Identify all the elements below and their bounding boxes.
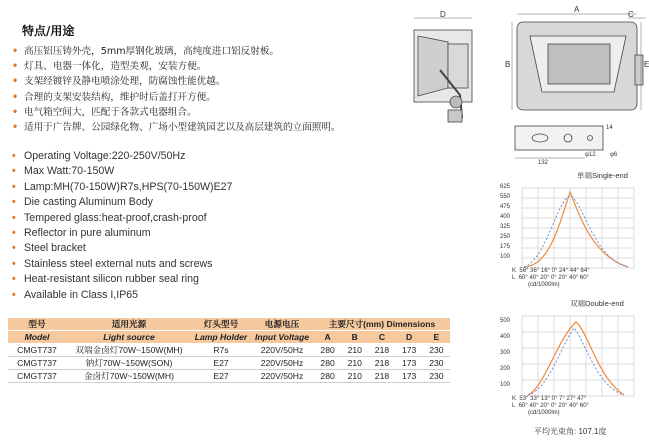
cell-dim: 210 [341,344,368,357]
feature-en-item: • Stainless steel external nuts and screws [12,257,232,272]
cell-holder: E27 [192,370,250,383]
front-view-drawing [517,22,643,110]
photometric-chart-single [498,180,648,290]
bullet-icon: • [12,150,16,162]
header-dim-b: B [341,331,368,344]
features-cn-list [12,44,341,135]
double-end-label: 双端Double-end [570,299,624,308]
table-row [8,344,450,357]
bullet-icon: • [12,273,16,286]
cell-dim: 230 [423,344,450,357]
feature-en-item: • Operating Voltage:220-250V/50Hz [12,149,232,164]
bullet-icon: • [12,211,16,224]
single-curve-k [524,192,628,267]
single-k-axis: K 56° 36° 16° 0° 24° 44° 64° [512,268,590,274]
header-dim-e: E [423,331,450,344]
feature-en-item: • Steel bracket [12,241,232,256]
dim-label-132: 132 [538,160,549,166]
header-dim-a: A [314,331,341,344]
header-source-en: Light source [66,331,192,344]
bullet-icon: • [12,257,16,270]
dim-label-phi6: φ6 [610,152,618,158]
cell-voltage: 220V/50Hz [250,344,314,357]
bullet-icon: • [12,76,19,88]
spec-table [8,318,450,383]
cell-source: 钠灯70W~150W(SON) [66,357,192,370]
header-dim-d: D [396,331,423,344]
feature-en-item: • Tempered glass:heat-proof,crash-proof [12,211,232,226]
feature-cn-item: • 适用于广告牌、公园绿化物、广场小型建筑园艺以及高层建筑的立面照明。 [12,120,341,135]
cell-dim: 280 [314,370,341,383]
bullet-icon: • [12,61,19,73]
table-header-row-cn [8,318,450,331]
dim-label-c: C [628,10,634,19]
header-holder-cn: 灯头型号 [192,318,250,331]
single-y-ticks: 625 550 475 400 325 250 175 100 [500,184,511,260]
feature-cn-item: • 支架经镀锌及静电喷涂处理，防腐蚀性能优越。 [12,74,341,89]
cell-model: CMGT737 [8,370,66,383]
double-l-axis: L 60° 40° 20° 0° 20° 40° 60° [512,403,589,409]
cell-voltage: 220V/50Hz [250,357,314,370]
double-unit: (cd/1000lm) [528,410,560,416]
cell-dim: 210 [341,370,368,383]
photometric-chart-double [498,308,648,418]
cell-dim: 218 [368,370,395,383]
header-model-cn: 型号 [8,318,66,331]
cell-dim: 173 [396,357,423,370]
bullet-icon: • [12,46,19,57]
header-dim-c: C [368,331,395,344]
feature-cn-item: • 高压铝压铸外壳，5mm厚钢化玻璃，高纯度进口铝反射板。 [12,44,341,59]
bullet-icon: • [12,106,19,118]
table-header-row-en [8,331,450,344]
header-dimensions: 主要尺寸(mm) Dimensions [314,318,450,331]
dim-label-14: 14 [606,125,613,131]
cell-holder: R7s [192,344,250,357]
feature-en-item: • Heat-resistant silicon rubber seal ring [12,272,232,287]
dim-label-b: B [505,60,511,69]
dim-label-e: E [644,60,649,69]
dim-label-phi12: φ12 [585,152,596,158]
cell-source: 金卤灯70W~150W(MH) [66,370,192,383]
cell-model: CMGT737 [8,344,66,357]
double-y-ticks: 500 400 300 200 100 [500,318,511,388]
cell-holder: E27 [192,357,250,370]
feature-en-item: • Die casting Aluminum Body [12,195,232,210]
header-voltage-en: Input Voltage [250,331,314,344]
feature-cn-item: • 灯具、电器一体化，造型美观，安装方便。 [12,59,341,74]
feature-en-item: • Reflector in pure aluminum [12,226,232,241]
feature-cn-item: • 合理的支架安装结构，维护时后盖打开方便。 [12,90,341,105]
section-title: 特点/用途 [22,24,75,38]
cell-model: CMGT737 [8,357,66,370]
bullet-icon: • [12,196,16,209]
feature-en-item: • Available in Class I,IP65 [12,288,232,303]
bullet-icon: • [12,242,16,255]
feature-cn-item: • 电气箱空间大，匹配于各款式电器组合。 [12,105,341,120]
bullet-icon: • [12,288,16,301]
cell-dim: 218 [368,357,395,370]
bullet-icon: • [12,165,16,178]
cell-dim: 230 [423,370,450,383]
dim-label-a: A [574,5,580,14]
cell-dim: 210 [341,357,368,370]
cell-dim: 230 [423,357,450,370]
double-curve-k [528,322,624,395]
side-view-drawing [414,30,472,122]
dim-label-d: D [440,10,446,19]
header-holder-en: Lamp Holder [192,331,250,344]
cell-dim: 173 [396,344,423,357]
double-k-axis: K 53° 33° 13° 0° 7° 27° 47° [512,396,587,402]
bullet-icon: • [12,91,19,103]
feature-en-item: • Max Watt:70-150W [12,164,232,179]
header-model-en: Model [8,331,66,344]
bullet-icon: • [12,180,16,193]
cell-dim: 280 [314,357,341,370]
beam-angle: 平均光束角: 107.1度 [534,427,607,436]
single-unit: (cd/1000lm) [528,282,560,288]
bullet-icon: • [12,227,16,240]
single-l-axis: L 60° 40° 20° 0° 20° 40° 60° [512,275,589,281]
cell-dim: 218 [368,344,395,357]
double-curve-l [528,328,624,395]
header-voltage-cn: 电源电压 [250,318,314,331]
table-row [8,357,450,370]
table-row [8,370,450,383]
cell-source: 双端金卤灯70W~150W(MH) [66,344,192,357]
features-en-list [12,149,232,303]
feature-en-item: • Lamp:MH(70-150W)R7s,HPS(70-150W)E27 [12,180,232,195]
cell-dim: 280 [314,344,341,357]
cell-voltage: 220V/50Hz [250,370,314,383]
header-source-cn: 适用光源 [66,318,192,331]
single-end-label: 单端Single-end [577,171,628,180]
cell-dim: 173 [396,370,423,383]
bullet-icon: • [12,122,19,134]
